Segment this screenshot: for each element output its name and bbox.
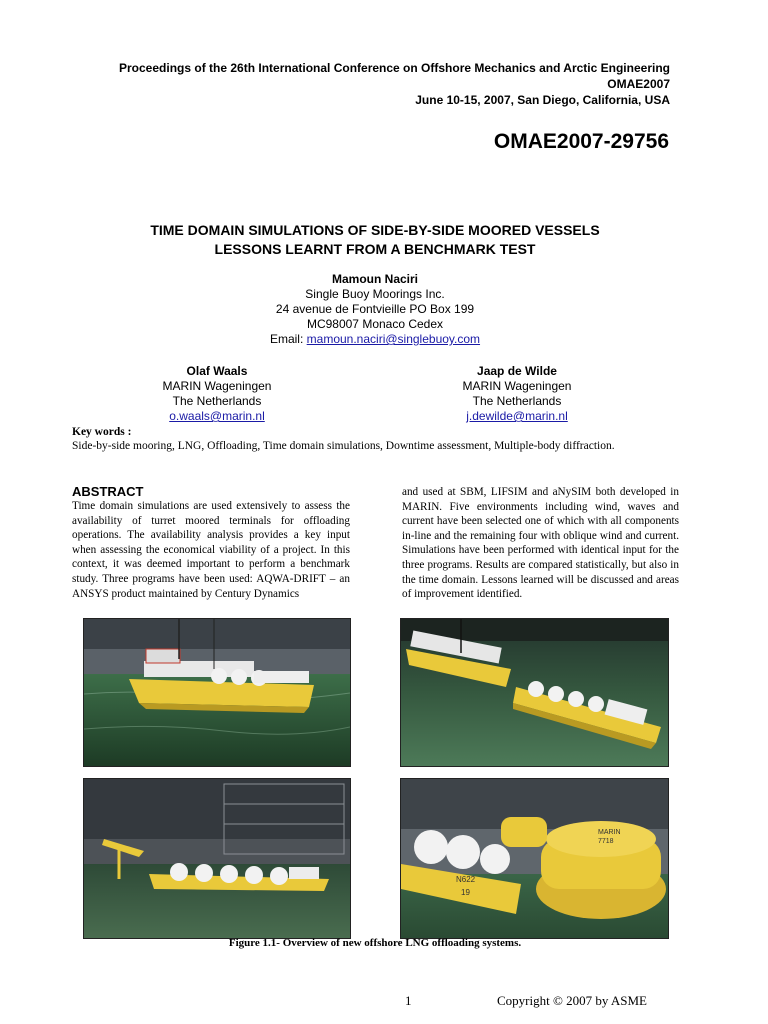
paper-id: OMAE2007-29756 (493, 130, 669, 153)
conference-date-location: June 10-15, 2007, San Diego, California, USA (415, 93, 670, 107)
author-email-link[interactable]: o.waals@marin.nl (169, 409, 265, 423)
author-country: The Netherlands (472, 394, 562, 408)
proceedings-header (60, 60, 670, 108)
page-number: 1 (405, 993, 412, 1008)
buoy-label: MARIN (598, 829, 621, 836)
author-country: The Netherlands (172, 394, 262, 408)
title-line-2: LESSONS LEARNT FROM A BENCHMARK TEST (214, 241, 536, 257)
abstract-heading: ABSTRACT (72, 484, 144, 499)
author-address: 24 avenue de Fontvieille PO Box 199 (275, 302, 475, 316)
figure-photo-vessels-side-by-side (83, 618, 351, 767)
conference-code: OMAE2007 (607, 77, 670, 91)
copyright-notice: Copyright © 2007 by ASME (497, 993, 648, 1008)
buoy-code-label: 7718 (598, 838, 614, 845)
keywords-title: Key words : (72, 426, 132, 438)
author-block-de-wilde (417, 364, 617, 424)
author-block-naciri (150, 272, 600, 347)
abstract-text-left-column: Time domain simulations are used extensively to assess the availability of turret moored terminals for offloading operations. The availability analysis provides a key input when assessing the economical viability of a project. In this context, it was deemed important to perform a benchmark study. Three programs have been used: AQWA-DRIFT – an ANSYS product maintained by Century Dynamics (72, 500, 350, 600)
abstract-text-right-column: and used at SBM, LIFSIM and aNySIM both developed in MARIN. Five environments including wind, waves and current have been selected one of which with all components in-line and the remaining four with oblique wind and current. Simulations have been performed with identical input for the three programs. Results are compared statistically, but also in the time domain. Lessons learned will be discussed and areas of improvement identified. (402, 486, 679, 601)
figure-photo-buoy-and-vessel (400, 778, 669, 939)
author-block-waals (117, 364, 317, 424)
author-email-link[interactable]: mamoun.naciri@singlebuoy.com (306, 332, 481, 346)
author-name: Mamoun Naciri (331, 272, 418, 286)
figure-photo-tandem-vessels (400, 618, 669, 767)
author-email-line (150, 332, 600, 347)
keywords-text: Side-by-side mooring, LNG, Offloading, Time domain simulations, Downtime assessment, Multiple-body diffraction. (72, 440, 615, 452)
bow-number-label: 19 (461, 888, 470, 897)
conference-line: Proceedings of the 26th International Conference on Offshore Mechanics and Arctic Engineering (119, 61, 670, 75)
author-address: MC98007 Monaco Cedex (306, 317, 444, 331)
author-email-link[interactable]: j.dewilde@marin.nl (466, 409, 568, 423)
author-name: Jaap de Wilde (477, 364, 557, 378)
figure-photo-loading-arm-vessel (83, 778, 351, 939)
author-affiliation: MARIN Wageningen (462, 379, 572, 393)
author-affiliation: Single Buoy Moorings Inc. (305, 287, 445, 301)
paper-title (0, 221, 750, 259)
keywords-section (72, 425, 682, 453)
figure-caption: Figure 1.1- Overview of new offshore LNG offloading systems. (228, 937, 522, 949)
author-affiliation: MARIN Wageningen (162, 379, 272, 393)
hull-code-label: N622 (456, 875, 476, 884)
author-name: Olaf Waals (186, 364, 248, 378)
title-line-1: TIME DOMAIN SIMULATIONS OF SIDE-BY-SIDE MOORED VESSELS (150, 222, 600, 238)
email-label: Email: (269, 332, 307, 346)
